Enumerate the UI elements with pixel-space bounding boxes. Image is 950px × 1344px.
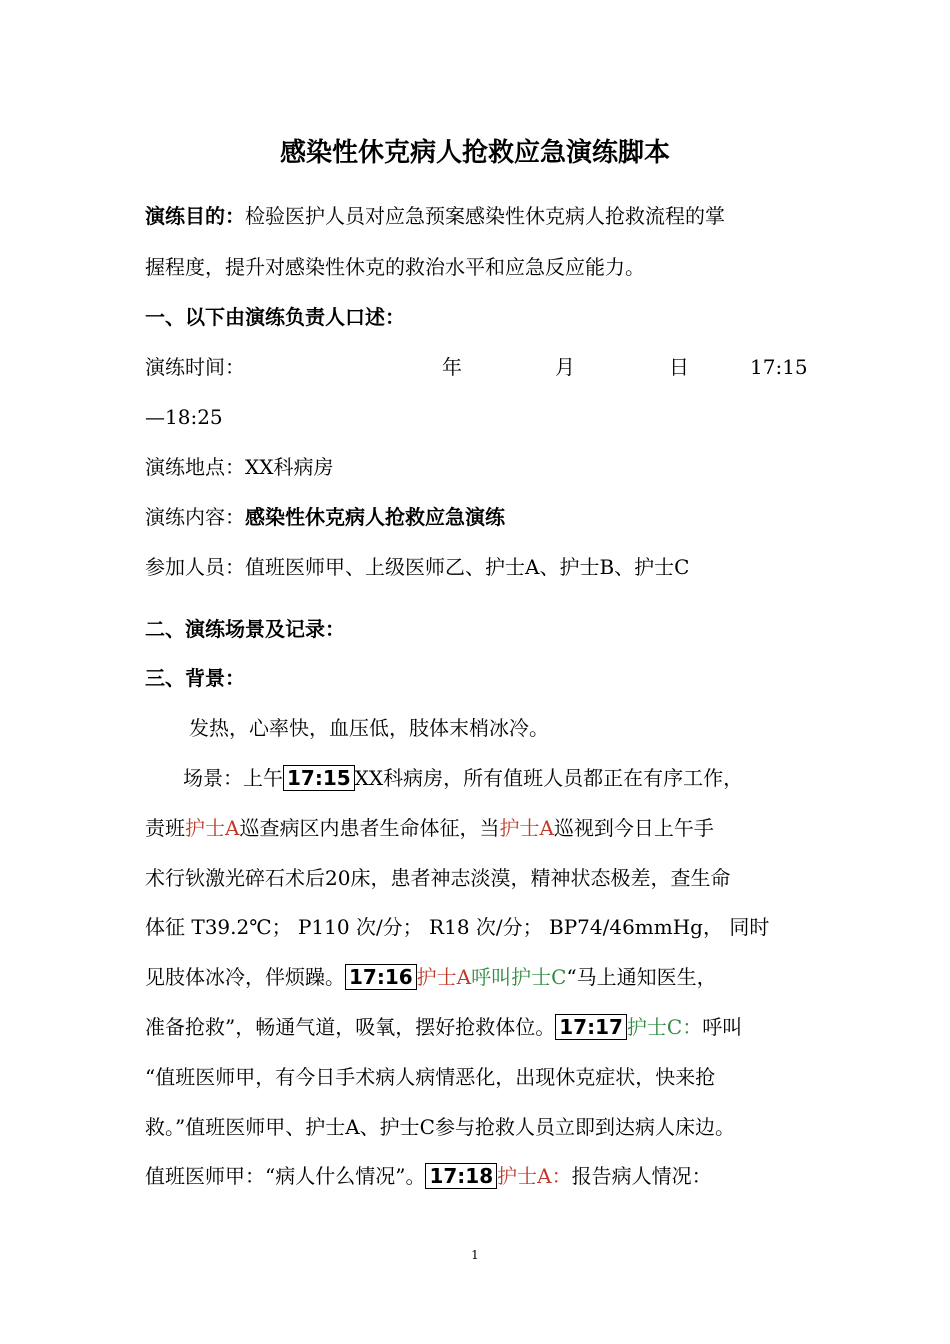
scene-line-9 <box>145 1162 712 1190</box>
scene-text: 报告病人情况： <box>571 1164 712 1188</box>
drill-content <box>145 503 505 531</box>
scene-text: XX科病房，所有值班人员都正在有序工作， <box>354 766 744 790</box>
drill-content-label: 演练内容： <box>145 505 245 529</box>
drill-location: 演练地点：XX科病房 <box>145 455 334 479</box>
drill-time-label: 演练时间： <box>145 355 245 379</box>
drill-participants: 参加人员：值班医师甲、上级医师乙、护士A、护士B、护士C <box>145 555 690 579</box>
nurse-a-highlight: 护士A <box>416 965 472 989</box>
drill-time-year: 年 <box>442 355 462 379</box>
scene-text: 准备抢救”，畅通气道，吸氧，摆好抢救体位。 <box>145 1015 556 1039</box>
purpose-text-1: 检验医护人员对应急预案感染性休克病人抢救流程的掌 <box>245 204 725 228</box>
scene-text: “马上通知医生， <box>566 965 717 989</box>
call-nurse-c-highlight: 呼叫护士C <box>471 965 567 989</box>
background-text: 发热，心率快，血压低，肢体末梢冰冷。 <box>189 716 549 740</box>
section3-heading: 三、背景： <box>145 666 245 690</box>
scene-text: 巡查病区内患者生命体征，当 <box>239 816 500 840</box>
scene-intro: 场景：上午 <box>183 766 283 790</box>
scene-text: 巡视到今日上午手 <box>553 816 714 840</box>
drill-time-start: 17:15 <box>750 355 808 379</box>
time-box-1717: 17:17 <box>555 1014 627 1040</box>
scene-text: 呼叫 <box>702 1015 743 1039</box>
time-box-1715: 17:15 <box>283 765 355 791</box>
nurse-a-highlight: 护士A <box>499 816 554 840</box>
drill-content-value: 感染性休克病人抢救应急演练 <box>245 505 505 529</box>
scene-text: 责班 <box>145 816 185 840</box>
scene-line-3: 术行钬激光碎石术后20床，患者神志淡漠，精神状态极差，查生命 <box>145 866 731 890</box>
nurse-a-highlight: 护士A： <box>497 1164 572 1188</box>
time-box-1718: 17:18 <box>425 1163 497 1189</box>
scene-text: 值班医师甲：“病人什么情况”。 <box>145 1164 426 1188</box>
drill-time-end: —18:25 <box>145 405 223 429</box>
page-number: 1 <box>471 1248 479 1262</box>
purpose-label: 演练目的： <box>145 204 245 228</box>
section1-heading: 一、以下由演练负责人口述： <box>145 305 405 329</box>
nurse-c-highlight: 护士C： <box>626 1015 703 1039</box>
drill-time-day: 日 <box>669 355 689 379</box>
purpose-line-2: 握程度，提升对感染性休克的救治水平和应急反应能力。 <box>145 255 645 279</box>
drill-time-month: 月 <box>555 355 575 379</box>
scene-line-7: “值班医师甲，有今日手术病人病情恶化，出现休克症状，快来抢 <box>145 1065 716 1089</box>
scene-text: 见肢体冰冷，伴烦躁。 <box>145 965 345 989</box>
document-title: 感染性休克病人抢救应急演练脚本 <box>279 138 670 168</box>
purpose-line-1 <box>145 202 725 230</box>
scene-line-2 <box>145 814 714 842</box>
scene-line-4: 体征 T39.2℃； P110 次/分； R18 次/分； BP74/46mmHg， 同时 <box>145 915 770 939</box>
scene-line-1 <box>183 764 743 792</box>
time-box-1716: 17:16 <box>345 964 417 990</box>
scene-line-8: 救。”值班医师甲、护士A、护士C参与抢救人员立即到达病人床边。 <box>145 1115 735 1139</box>
scene-line-6 <box>145 1013 742 1041</box>
section2-heading: 二、演练场景及记录： <box>145 617 345 641</box>
nurse-a-highlight: 护士A <box>185 816 240 840</box>
scene-line-5 <box>145 963 717 991</box>
